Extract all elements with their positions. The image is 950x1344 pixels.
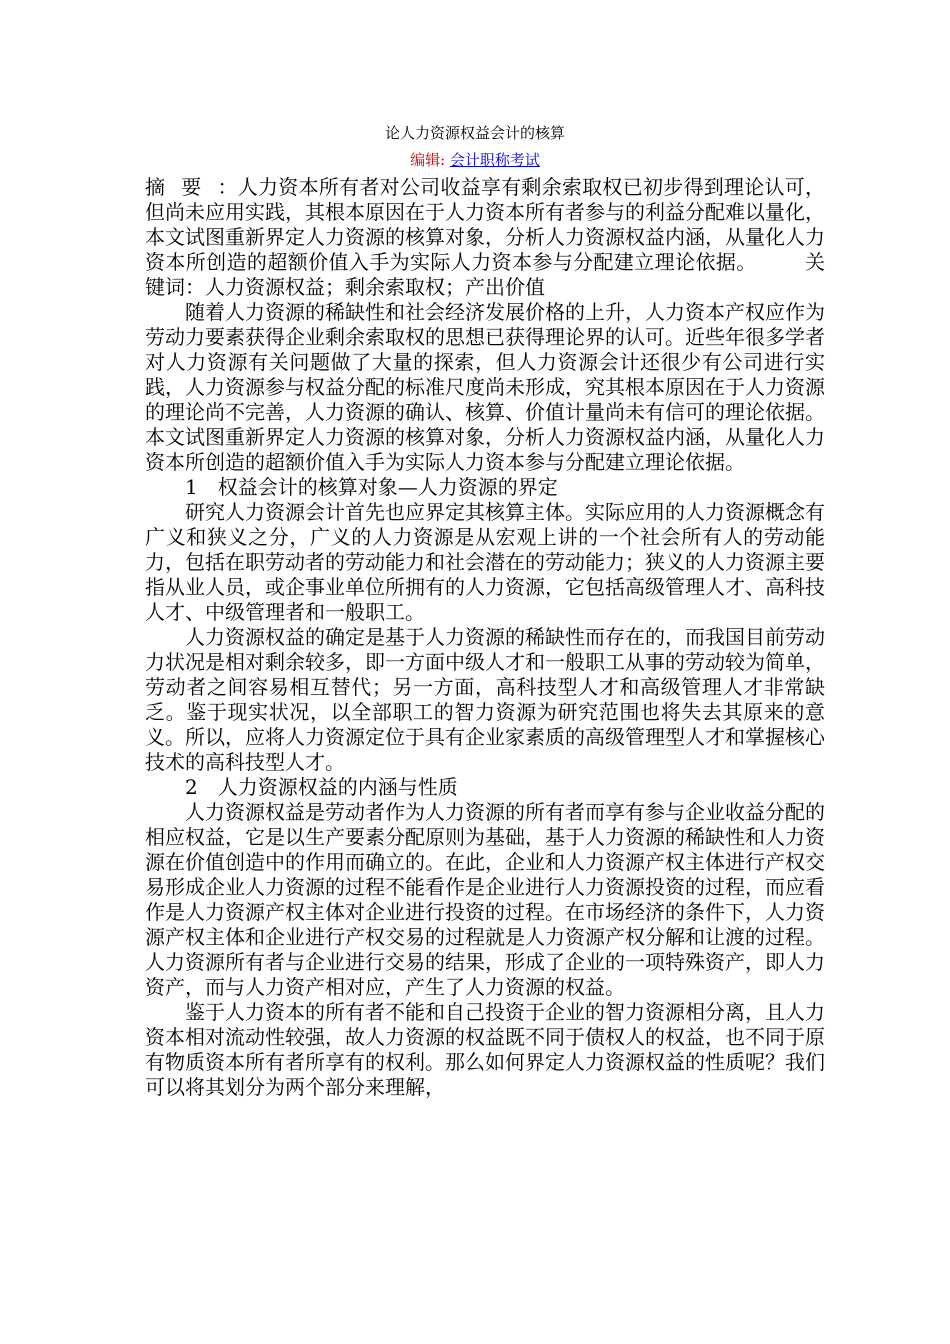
body-paragraph: 人力资源权益的确定是基于人力资源的稀缺性而存在的，而我国目前劳动力状况是相对剩余较多，即一方面中级人才和一般职工从事的劳动较为简单，劳动者之间容易相互替代；另一方面，高科技型人才和高级管理人才非常缺乏。鉴于现实状况，以全部职工的智力资源为研究范围也将失去其原来的意义。所以，应将人力资源定位于具有企业家素质的高级管理型人才和掌握核心技术的高科技型人才。 (145, 625, 825, 774)
body-paragraph: 研究人力资源会计首先也应界定其核算主体。实际应用的人力资源概念有广义和狭义之分，广义的人力资源是从宏观上讲的一个社会所有人的劳动能力，包括在职劳动者的劳动能力和社会潜在的劳动能力；狭义的人力资源主要指从业人员，或企事业单位所拥有的人力资源，它包括高级管理人才、高科技人才、中级管理者和一般职工。 (145, 500, 825, 624)
editor-label: 编辑: (410, 151, 450, 169)
section-heading-1: 1 权益会计的核算对象—人力资源的界定 (185, 475, 558, 499)
body-paragraph: 人力资源权益是劳动者作为人力资源的所有者而享有参与企业收益分配的相应权益，它是以生产要素分配原则为基础，基于人力资源的稀缺性和人力资源在价值创造中的作用而确立的。在此，企业和人力资源产权主体进行产权交易形成企业人力资源的过程不能看作是企业进行人力资源投资的过程，而应看作是人力资源产权主体对企业进行投资的过程。在市场经济的条件下，人力资源产权主体和企业进行产权交易的过程就是人力资源产权分解和让渡的过程。人力资源所有者与企业进行交易的结果，形成了企业的一项特殊资产，即人力资产，而与人力资产相对应，产生了人力资源的权益。 (145, 800, 825, 999)
abstract-label: 摘要 (145, 175, 218, 199)
body-paragraph: 随着人力资源的稀缺性和社会经济发展价格的上升，人力资本产权应作为劳动力要素获得企业剩余索取权的思想已获得理论界的认可。近些年很多学者对人力资源有关问题做了大量的探索，但人力资源会计还很少有公司进行实践，人力资源参与权益分配的标准尺度尚未形成，究其根本原因在于人力资源的理论尚不完善，人力资源的确认、核算、价值计量尚未有信可的理论依据。本文试图重新界定人力资源的核算对象，分析人力资源权益内涵，从量化人力资本所创造的超额价值入手为实际人力资本参与分配建立理论依据。 (145, 300, 825, 474)
keywords-text: 关键词：人力资源权益；剩余索取权；产出价值 (145, 250, 826, 299)
abstract-paragraph (145, 175, 825, 300)
document-title: 论人力资源权益会计的核算 (384, 124, 565, 142)
section-heading-2: 2 人力资源权益的内涵与性质 (185, 775, 458, 799)
editor-line (0, 149, 950, 171)
abstract-text: ：人力资本所有者对公司收益享有剩余索取权已初步得到理论认可，但尚未应用实践，其根本原因在于人力资本所有者参与的利益分配难以量化，本文试图重新界定人力资源的核算对象，分析人力资源权益内涵，从量化人力资本所创造的超额价值入手为实际人力资本参与分配建立理论依据。 (145, 175, 826, 274)
editor-category-link[interactable]: 会计职称考试 (449, 151, 540, 169)
body-paragraph: 鉴于人力资本的所有者不能和自己投资于企业的智力资源相分离，且人力资本相对流动性较强，故人力资源的权益既不同于债权人的权益，也不同于原有物质资本所有者所享有的权利。那么如何界定人力资源权益的性质呢？我们可以将其划分为两个部分来理解， (145, 1000, 825, 1099)
article-body (145, 175, 825, 1100)
